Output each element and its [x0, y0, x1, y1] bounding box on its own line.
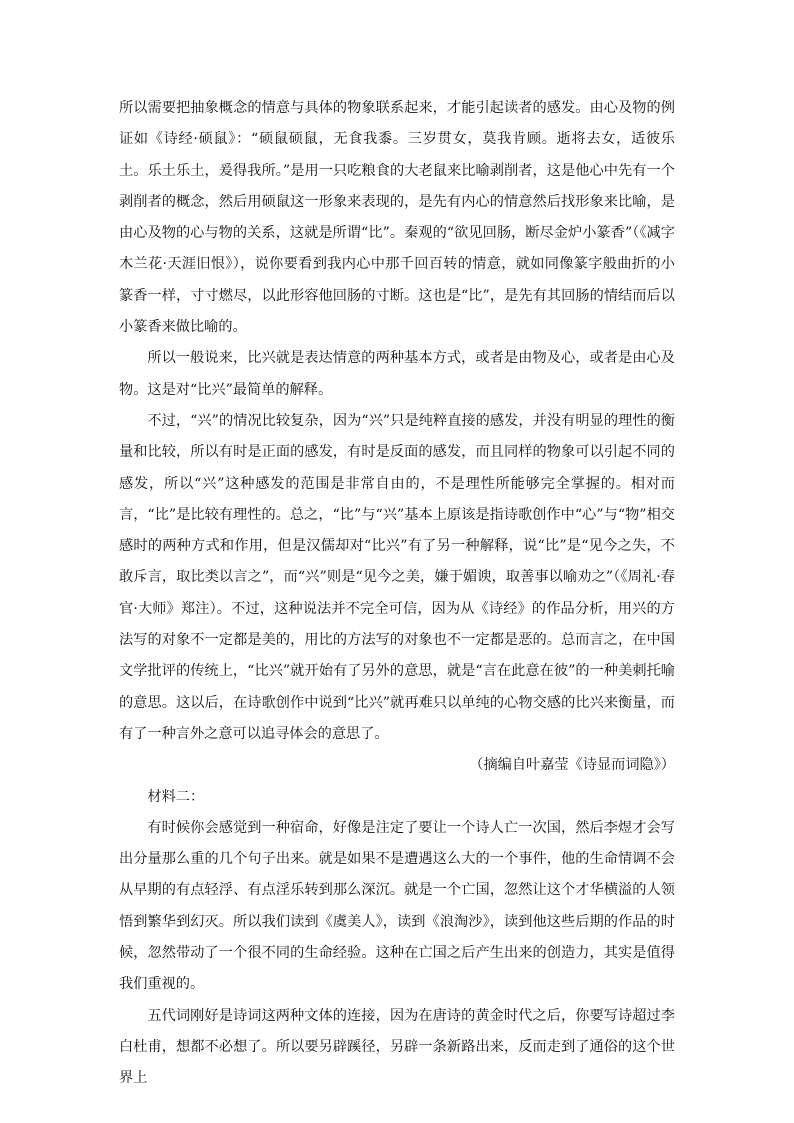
material1-paragraph-3: 不过，“兴”的情况比较复杂，因为“兴”只是纯粹直接的感发，并没有明显的理性的衡量和比较，所以有时是正面的感发，有时是反面的感发，而且同样的物象可以引起不同的感发，所以“兴”这种感发的范围是非常自由的，不是理性所能够完全掌握的。相对而言，“比”是比较有理性的。总之，“比”与“兴”基本上原该是指诗歌创作中“心”与“物”相交感时的两种方式和作用，但是汉儒却对“比兴”有了另一种解释，说“比”是“见今之失，不敢斥言，取比类以言之”，而“兴”则是“见今之美，嫌于媚谀，取善事以喻劝之”（《周礼·春官·大师》郑注）。不过，这种说法并不完全可信，因为从《诗经》的作品分析，用兴的方法写的对象不一定都是美的，用比的方法写的对象也不一定都是恶的。总而言之，在中国文学批评的传统上，“比兴”就开始有了另外的意思，就是“言在此意在彼”的一种美刺托喻的意思。这以后，在诗歌创作中说到“比兴”就再难只以单纯的心物交感的比兴来衡量，而有了一种言外之意可以追寻体会的意思了。 [119, 412, 675, 742]
material2-label: 材料二： [147, 788, 205, 805]
material2-paragraph-1: 有时候你会感觉到一种宿命，好像是注定了要让一个诗人亡一次国，然后李煜才会写出分量那么重的几个句子出来。就是如果不是遭遇这么大的一个事件，他的生命情调不会从早期的有点轻浮、有点淫乐转到那么深沉。就是一个亡国，忽然让这个才华横溢的人领悟到繁华到幻灭。所以我们读到《虞美人》，读到《浪淘沙》，读到他这些后期的作品的时候，忽然带动了一个很不同的生命经验。这种在亡国之后产生出来的创造力，其实是值得我们重视的。 [119, 819, 675, 993]
material1-paragraph-1: 所以需要把抽象概念的情意与具体的物象联系起来，才能引起读者的感发。由心及物的例证如《诗经·硕鼠》：“硕鼠硕鼠，无食我黍。三岁贯女，莫我肯顾。逝将去女，适彼乐土。乐土乐土，爰得我所。”是用一只吃粮食的大老鼠来比喻剥削者，这是他心中先有一个剥削者的概念，然后用硕鼠这一形象来表现的，是先有内心的情意然后找形象来比喻，是由心及物的心与物的关系，这就是所谓“比”。秦观的“欲见回肠，断尽金炉小篆香”（《减字木兰花·天涯旧恨》），说你要看到我内心中那千回百转的情意，就如同像篆字般曲折的小篆香一样，寸寸燃尽，以此形容他回肠的寸断。这也是“比”，是先有其回肠的情结而后以小篆香来做比喻的。 [119, 100, 675, 336]
material2-paragraph-2: 五代词刚好是诗词这两种文体的连接，因为在唐诗的黄金时代之后，你要写诗超过李白杜甫，想都不必想了。所以要另辟蹊径，另辟一条新路出来，反而走到了通俗的这个世界上 [119, 1007, 675, 1087]
document-page [119, 93, 675, 1095]
material1-paragraph-2: 所以一般说来，比兴就是表达情意的两种基本方式，或者是由物及心，或者是由心及物。这是对“比兴”最简单的解释。 [119, 350, 675, 398]
material1-source: （摘编自叶嘉莹《诗显而词隐》） [469, 757, 675, 774]
